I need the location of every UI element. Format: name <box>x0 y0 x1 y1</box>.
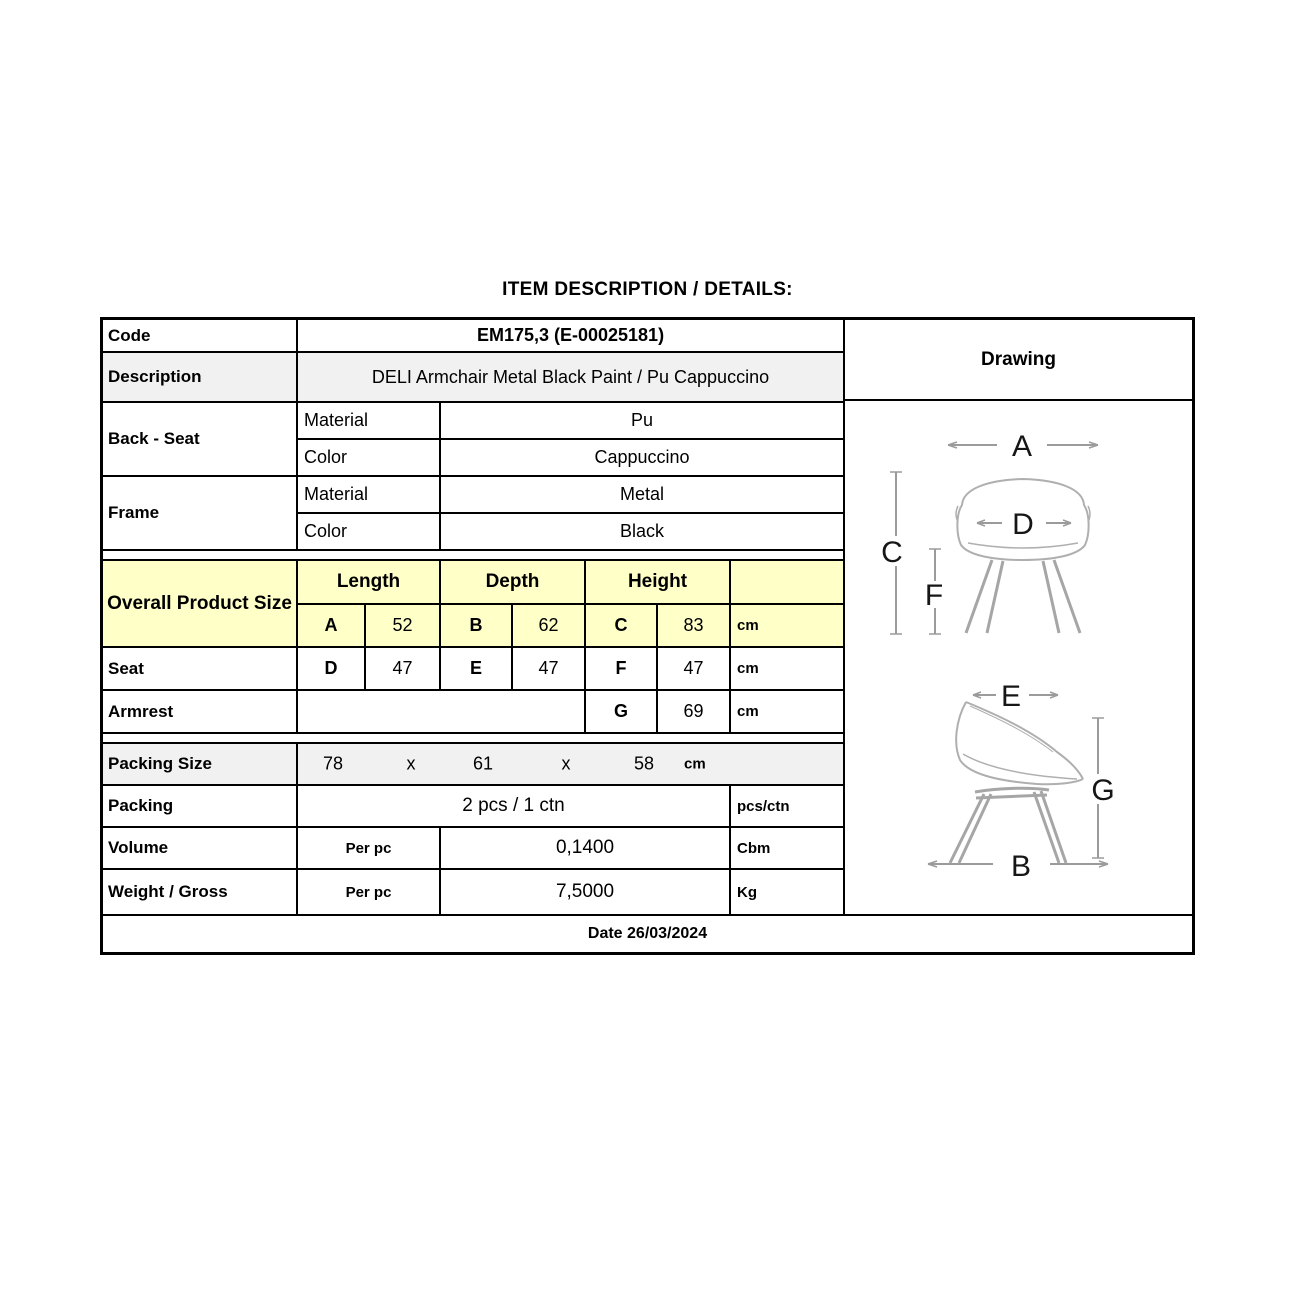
dim-d-key: D <box>298 648 366 691</box>
volume-per-pc: Per pc <box>298 828 441 870</box>
back-seat-color-value: Cappuccino <box>441 440 843 477</box>
dim-a-key: A <box>298 605 366 648</box>
volume-value: 0,1400 <box>441 828 731 870</box>
dim-label-d: D <box>1012 508 1034 541</box>
length-header: Length <box>298 561 441 605</box>
dim-f-value: 47 <box>658 648 731 691</box>
frame-label: Frame <box>103 477 298 551</box>
dim-g-value: 69 <box>658 691 731 734</box>
separator-row <box>103 734 843 744</box>
description-label: Description <box>103 353 298 403</box>
dim-c-key: C <box>586 605 658 648</box>
packing-size-values <box>298 744 843 786</box>
dim-label-f: F <box>924 579 944 612</box>
dim-b-value: 62 <box>513 605 586 648</box>
armrest-blank-cell <box>298 691 586 734</box>
dim-e-value: 47 <box>513 648 586 691</box>
overall-size-label: Overall Product Size <box>103 561 298 648</box>
seat-label: Seat <box>103 648 298 691</box>
seat-unit: cm <box>731 648 843 691</box>
weight-label: Weight / Gross <box>103 870 298 914</box>
date-row: Date 26/03/2024 <box>103 914 1192 952</box>
packing-size-depth: 61 <box>472 753 494 774</box>
chair-side-view <box>928 680 1115 883</box>
frame-material-value: Metal <box>441 477 843 514</box>
back-seat-material-label: Material <box>298 403 441 440</box>
dim-c-value: 83 <box>658 605 731 648</box>
dim-label-g: G <box>1091 774 1115 807</box>
armrest-label: Armrest <box>103 691 298 734</box>
page-title: ITEM DESCRIPTION / DETAILS: <box>502 279 793 300</box>
armrest-unit: cm <box>731 691 843 734</box>
packing-size-x1: x <box>406 753 416 774</box>
frame-material-label: Material <box>298 477 441 514</box>
dim-a-value: 52 <box>366 605 441 648</box>
packing-value: 2 pcs / 1 ctn <box>298 786 731 828</box>
frame-color-value: Black <box>441 514 843 551</box>
drawing-column <box>843 320 1192 914</box>
back-seat-color-label: Color <box>298 440 441 477</box>
dim-e-key: E <box>441 648 513 691</box>
back-seat-material-value: Pu <box>441 403 843 440</box>
volume-label: Volume <box>103 828 298 870</box>
dim-label-e: E <box>1000 680 1022 713</box>
spec-table-left <box>103 320 843 914</box>
dim-g-key: G <box>586 691 658 734</box>
dim-d-value: 47 <box>366 648 441 691</box>
packing-size-label: Packing Size <box>103 744 298 786</box>
weight-value: 7,5000 <box>441 870 731 914</box>
volume-unit: Cbm <box>731 828 843 870</box>
height-header: Height <box>586 561 731 605</box>
description-value: DELI Armchair Metal Black Paint / Pu Cappuccino <box>298 353 843 403</box>
dim-label-c: C <box>881 536 903 569</box>
packing-size-unit: cm <box>684 755 706 773</box>
drawing-header: Drawing <box>845 320 1192 401</box>
dim-b-key: B <box>441 605 513 648</box>
packing-size-x2: x <box>561 753 571 774</box>
separator-row <box>103 551 843 561</box>
dim-label-a: A <box>1011 430 1033 463</box>
code-label: Code <box>103 320 298 353</box>
header-blank-cell <box>731 561 843 605</box>
back-seat-label: Back - Seat <box>103 403 298 477</box>
packing-label: Packing <box>103 786 298 828</box>
packing-size-length: 78 <box>322 753 344 774</box>
weight-unit: Kg <box>731 870 843 914</box>
packing-unit: pcs/ctn <box>731 786 843 828</box>
dim-f-key: F <box>586 648 658 691</box>
code-value: EM175,3 (E-00025181) <box>298 320 843 353</box>
chair-front-view <box>881 430 1098 634</box>
drawing-area <box>845 401 1192 914</box>
overall-unit: cm <box>731 605 843 648</box>
dim-label-b: B <box>1010 850 1032 883</box>
spec-table <box>100 317 1195 955</box>
depth-header: Depth <box>441 561 586 605</box>
packing-size-height: 58 <box>633 753 655 774</box>
frame-color-label: Color <box>298 514 441 551</box>
chair-drawing-svg <box>845 401 1192 914</box>
weight-per-pc: Per pc <box>298 870 441 914</box>
